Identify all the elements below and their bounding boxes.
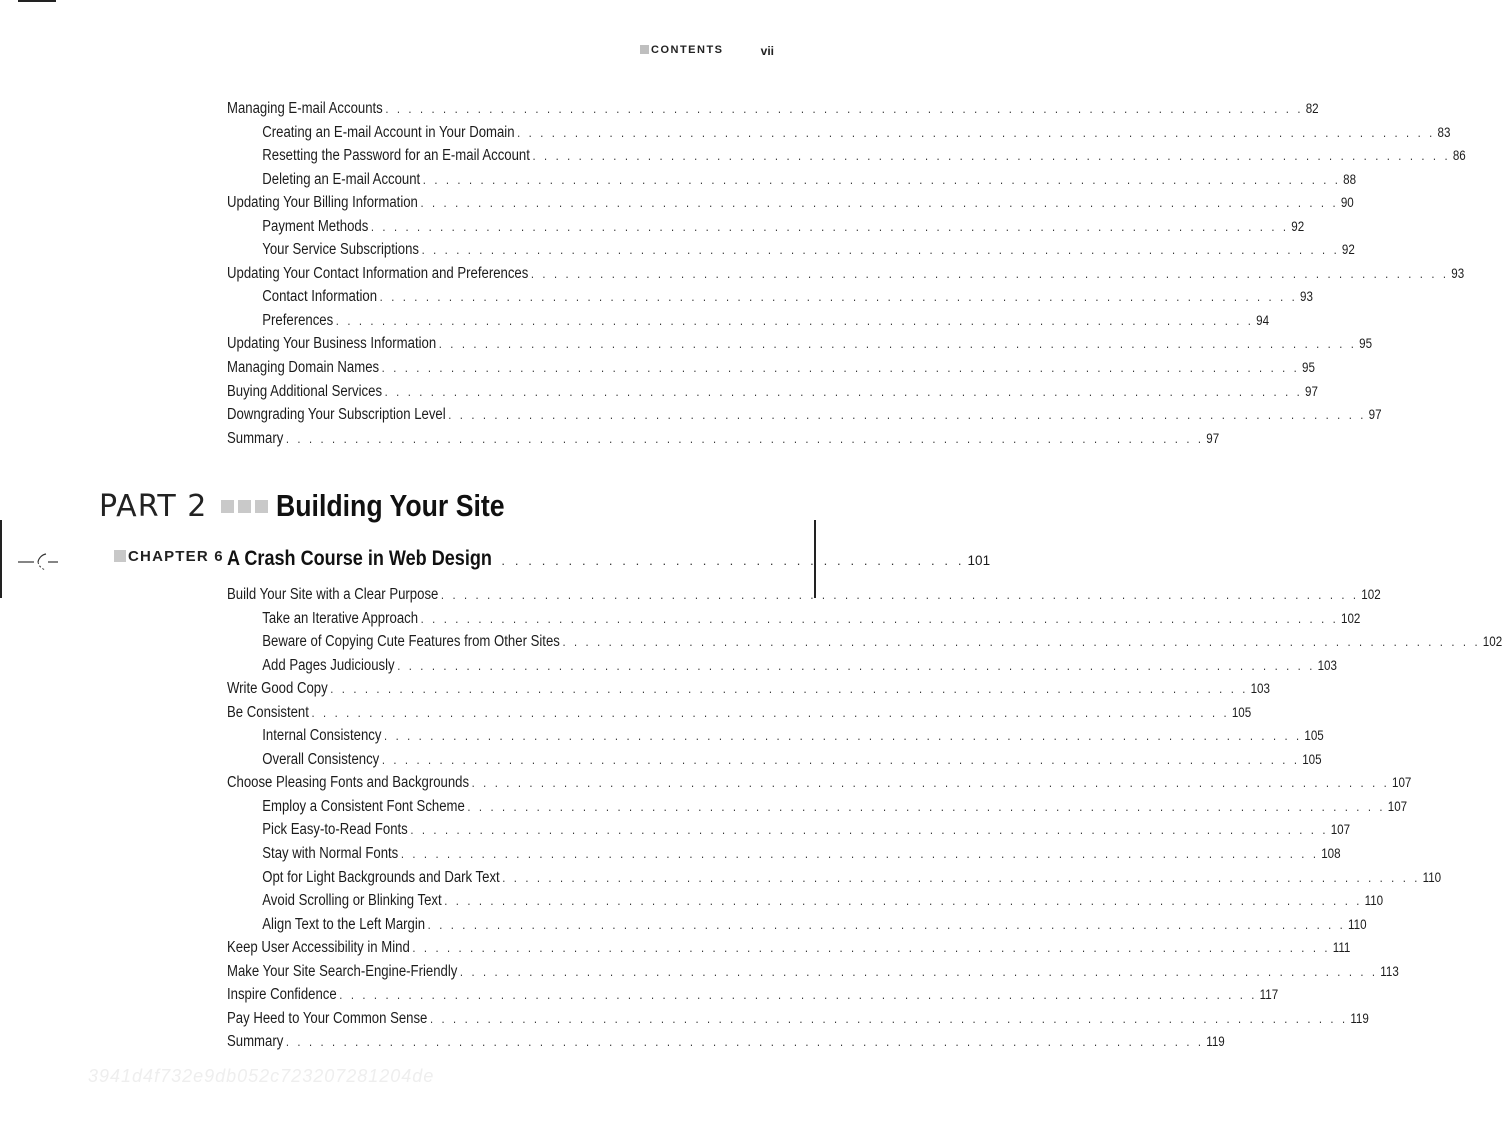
leader-dots: . . . . . . . . . . . . . . . . . . . . . . . . . . . . . . . . . . . . . . . . . . . . . . . . . . . . . . . . . . . . . . . . . . . . . . . . . . . . . . . .	[339, 987, 1258, 1003]
toc-entry[interactable]	[227, 191, 1354, 215]
leader-dots: . . . . . . . . . . . . . . . . . . . . . . . . . . . . . . . . . . . . . . . . . . . . . . . . . . . . . . . . . . . . . . . . . . . . . . . . . . . . . . . .	[440, 587, 1359, 602]
toc-entry-page: 107	[1330, 822, 1351, 838]
leader-dots: . . . . . . . . . . . . . . . . . . . . . . . . . . . . . . . . . . . . . . . . . . . . . . . . . . . . . . . . . . . . . . . . . . . . . . . . . . . . . . . .	[530, 265, 1449, 281]
toc-entry-title: Stay with Normal Fonts	[262, 845, 399, 863]
toc-entry[interactable]	[227, 960, 1399, 984]
running-title: CONTENTS	[651, 44, 724, 56]
toc-entry-title: Build Your Site with a Clear Purpose	[227, 586, 439, 603]
toc-entry-title: Summary	[227, 1033, 284, 1051]
toc-entry[interactable]	[227, 936, 1351, 960]
toc-entry[interactable]	[227, 630, 1502, 654]
toc-entry[interactable]	[227, 380, 1318, 404]
page-number: vii	[760, 44, 774, 58]
part-separator-icon	[221, 500, 268, 513]
part-label: PART 2	[99, 488, 208, 524]
leader-dots: . . . . . . . . . . . . . . . . . . . . . . . . . . . . . . . . . . . . . . . . . . . . . . . . . . . . . . . . . . . . . . . . . . . . . . . . . . . . . . . .	[384, 728, 1302, 744]
leader-dots: . . . . . . . . . . . . . . . . . . . . . . . . . . . . . . . . . . . . . . . . . . . . . . . . . . . . . . . . . . . . . . . . . . . . . . . . . . . . . . . .	[400, 846, 1319, 862]
leader-dots: . . . . . . . . . . . . . . . . . . . . . . . . . . . . . . . . . . . . . . . . . . . . . . . . . . . . . . . . . . . . . . . . . . . . . . . . . . . . . . . .	[421, 242, 1340, 258]
toc-entry[interactable]	[227, 842, 1341, 866]
toc-entry-title: Preferences	[262, 311, 334, 329]
toc-entry[interactable]	[227, 701, 1252, 725]
part-title: Building Your Site	[276, 488, 505, 523]
toc-entry-title: Write Good Copy	[227, 680, 328, 698]
chapter-title: A Crash Course in Web Design	[227, 547, 492, 570]
toc-entry-title: Deleting an E-mail Account	[262, 170, 421, 188]
toc-entry-title: Creating an E-mail Account in Your Domain	[262, 123, 515, 141]
toc-entry[interactable]	[227, 168, 1357, 192]
toc-entry-page: 83	[1437, 124, 1451, 140]
toc-entry-title: Your Service Subscriptions	[262, 241, 419, 259]
toc-entry-page: 119	[1206, 1034, 1225, 1050]
toc-entry-title: Updating Your Billing Information	[227, 194, 418, 212]
leader-dots: . . . . . . . . . . . . . . . . . . . . . . . . . . . . . . . . . . . . . . . . . . . . . . . . . . . . . . . . . . . . . . . . . . . . . . . . . . . . . . . .	[422, 171, 1341, 187]
leader-dots: . . . . . . . . . . . . . . . . . . . . . . . . . . . . . . . . . . . . . . . . . . . . . . . . . . . . . . . . . . . . . . . . . . . . . . . . . . . . . . . .	[412, 940, 1331, 956]
leader-dots: . . . . . . . . . . . . . . . . . . . . . . . . . . . . . . . . . . . . . . . . . . . . . . . . . . . . . . . . . . . . . . . . . . . . . . . . . . . . . . . .	[427, 916, 1346, 932]
leader-dots: . . . . . . . . . . . . . . . . . . . . . . . . . . . . . . . . . . . . . . . . . . . . . . . . . . . . . . . . . . . . . . . . . . . . . . . . . . . . . . . .	[471, 775, 1390, 791]
toc-entry-page: 102	[1361, 587, 1381, 602]
leader-dots: . . . . . . . . . . . . . . . . . . . . . . . . . . . . . . . . . . . . . . . . . . . . . . . . . . . . . . . . . . . . . . . . . . . . . . . . . . . . . . . .	[285, 430, 1204, 446]
toc-entry-title: Summary	[227, 429, 284, 447]
toc-entry-page: 105	[1304, 728, 1324, 744]
registration-mark-icon	[12, 548, 62, 576]
part-heading	[99, 486, 542, 526]
leader-dots: . . . . . . . . . . . . . . . . . . . . . . . . . . . . . . . . . . . . . . . . . . . . . . . . . . . . . . . . . . . . . . . . . . . . . . . . . . . . . . . .	[410, 822, 1329, 838]
toc-entry-title: Add Pages Judiciously	[262, 656, 395, 674]
leader-dots: . . . . . . . . . . . . . . . . . . . . . . . . . . . . . . . . . . . . . . . . . . . . . . . . . . . . . . . . . . . . . . . . . . . . . . . . . . . . . . . .	[385, 101, 1304, 116]
toc-entry[interactable]	[227, 889, 1384, 913]
toc-entry-title: Choose Pleasing Fonts and Backgrounds	[227, 774, 470, 792]
leader-dots: . . . . . . . . . . . . . . . . . . . . . . . . . . . . . . . . . . . . . . . . . . . . . . . . . . . . . . . . . . . . . . . . . . . . . . . . . . . . . . . .	[459, 963, 1378, 979]
toc-entry-page: 111	[1332, 940, 1351, 956]
leader-dots: . . . . . . . . . . . . . . . . . . . . . . . . . . . . . . . . . . . . . . . . . . . . . . . . . . . . . . . . . . . . . . . . . . . . . . . . . . . . . . . .	[381, 751, 1300, 767]
chapter-label-text: CHAPTER 6	[128, 548, 224, 565]
leader-dots: . . . . . . . . . . . . . . . . . . . . . . . . . . . . . . . . . . . . . . . . . . . . . . . . . . . . . . . . . . . . . . . . . . . . . . . . . . . . . . . .	[448, 407, 1367, 423]
leader-dots: . . . . . . . . . . . . . . . . . . . . . . . . . . . . . . . . . . . . . . . . . . . . . . . . . . . . . . . . . . . . . . . . . . . . . . . . . . . . . . . .	[311, 704, 1230, 720]
leader-dots: . . . . . . . . . . . . . . . . . . . . . . . . . . . . . . . . . . . . . . . . . . . . . . . . . . . . . . . . . . . . . . . . . . . . . . . . . . . . . . . .	[562, 634, 1481, 650]
toc-entry-title: Beware of Copying Cute Features from Other Sites	[262, 633, 560, 651]
toc-entry-page: 107	[1392, 775, 1412, 791]
chapter-page: 101	[967, 553, 991, 568]
toc-entry-title: Overall Consistency	[262, 750, 380, 768]
toc-entry[interactable]	[227, 238, 1355, 262]
toc-entry[interactable]	[227, 866, 1442, 890]
toc-entry-title: Downgrading Your Subscription Level	[227, 406, 446, 424]
toc-entry-page: 119	[1350, 1010, 1369, 1026]
toc-entry-page: 110	[1364, 893, 1384, 909]
toc-entry[interactable]	[227, 724, 1324, 748]
toc-section-2	[227, 583, 1502, 1054]
toc-entry-title: Inspire Confidence	[227, 986, 337, 1004]
toc-entry[interactable]	[227, 403, 1382, 427]
toc-entry-page: 102	[1340, 610, 1361, 626]
toc-entry[interactable]	[227, 913, 1367, 937]
toc-entry-page: 86	[1452, 148, 1466, 164]
toc-entry-page: 95	[1302, 360, 1315, 376]
toc-entry-page: 92	[1291, 218, 1305, 234]
square-bullet-icon	[114, 550, 126, 562]
toc-entry[interactable]	[227, 121, 1451, 145]
leader-dots: . . . . . . . . . . . . . . . . . . . . . . . . . . . . . . . . . . . . . . . . . . . . . . . . . . . . . . . . . . . . . . . . . . . . . . . . . . . . . . . .	[285, 1034, 1204, 1050]
toc-entry-page: 94	[1256, 312, 1270, 328]
toc-entry-page: 108	[1321, 846, 1341, 862]
leader-dots: . . . . . . . . . . . . . . . . . . . . . . . . . . . . . . . . . . . . . . . . . . . . . . . . . . . . . . . . . . . . . . . . . . . . . . . . . . . . . . . .	[330, 681, 1249, 697]
toc-entry-page: 92	[1341, 242, 1355, 258]
leader-dots: . . . . . . . . . . . . . . . . . . . . . . . . . . . . . . . . . . . . . . . . . . . . . . . . . . . . . . . . . . . . . . . . . . . . . . . . . . . . . . . .	[420, 610, 1339, 626]
leader-dots: . . . . . . . . . . . . . . . . . . . . . . . . . . . . . . . . . . . . . . . . . . . . . . . . . . . . . . . . . . . . . . . . . . . . . . . . . . . . . . . .	[384, 383, 1303, 399]
toc-entry-title: Resetting the Password for an E-mail Account	[262, 147, 530, 165]
toc-entry-page: 82	[1305, 101, 1319, 116]
toc-entry-title: Updating Your Contact Information and Preferences	[227, 264, 529, 282]
toc-entry-title: Buying Additional Services	[227, 382, 383, 400]
toc-entry[interactable]	[227, 144, 1466, 168]
toc-entry-page: 107	[1387, 798, 1408, 814]
crop-mark-top	[18, 0, 56, 2]
chapter-heading-row[interactable]	[227, 544, 991, 574]
toc-entry[interactable]	[227, 97, 1319, 121]
toc-entry-title: Pick Easy-to-Read Fonts	[262, 821, 408, 839]
chapter-label	[114, 548, 224, 565]
toc-entry[interactable]	[227, 262, 1465, 286]
toc-entry-title: Updating Your Business Information	[227, 335, 437, 353]
toc-entry-title: Contact Information	[262, 288, 378, 306]
leader-dots: . . . . . . . . . . . . . . . . . . . . . . . . . . . . . . . . . . . . . . . . . . . . . . . . . . . . . . . . . . . . . . . . . . . . . . . . . . . . . . . .	[379, 289, 1298, 305]
toc-entry-page: 105	[1302, 751, 1322, 767]
toc-entry-title: Employ a Consistent Font Scheme	[262, 797, 465, 815]
leader-dots: . . . . . . . . . . . . . . . . . . . . . . . . . . . . . . . . . . . . . . . . . . . . . . . . . . . . . . . . . . . . . . . . . . . . . . . . . . . . . . . .	[444, 893, 1363, 909]
toc-entry[interactable]	[227, 748, 1322, 772]
toc-entry-page: 117	[1259, 987, 1279, 1003]
toc-entry[interactable]	[227, 356, 1315, 380]
toc-entry[interactable]	[227, 583, 1381, 607]
toc-entry-title: Avoid Scrolling or Blinking Text	[262, 892, 442, 910]
toc-entry[interactable]	[227, 215, 1305, 239]
leader-dots: . . . . . . . . . . . . . . . . . . . . . . . . . . . . . . . . . . . . . . . . . . . . . . . . . . . . . . . . . . . . . . . . . . . . . . . . . . . . . . . .	[429, 1010, 1348, 1026]
toc-entry-page: 113	[1380, 963, 1399, 979]
leader-dots: . . . . . . . . . . . . . . . . . . . . . . . . . . . . . . . . . . . .	[488, 553, 965, 568]
leader-dots: . . . . . . . . . . . . . . . . . . . . . . . . . . . . . . . . . . . . . . . . . . . . . . . . . . . . . . . . . . . . . . . . . . . . . . . . . . . . . . . .	[370, 218, 1289, 234]
toc-entry-title: Internal Consistency	[262, 727, 382, 745]
toc-entry-page: 93	[1451, 265, 1465, 281]
toc-entry-title: Managing E-mail Accounts	[227, 100, 383, 117]
toc-entry-title: Keep User Accessibility in Mind	[227, 939, 410, 957]
toc-entry[interactable]	[227, 771, 1412, 795]
toc-entry-page: 110	[1348, 916, 1367, 932]
toc-entry-title: Take an Iterative Approach	[262, 609, 419, 627]
leader-dots: . . . . . . . . . . . . . . . . . . . . . . . . . . . . . . . . . . . . . . . . . . . . . . . . . . . . . . . . . . . . . . . . . . . . . . . . . . . . . . . .	[335, 312, 1254, 328]
toc-entry-page: 97	[1368, 407, 1382, 423]
toc-entry[interactable]	[227, 818, 1351, 842]
leader-dots: . . . . . . . . . . . . . . . . . . . . . . . . . . . . . . . . . . . . . . . . . . . . . . . . . . . . . . . . . . . . . . . . . . . . . . . . . . . . . . . .	[532, 148, 1451, 164]
toc-entry-page: 105	[1231, 704, 1252, 720]
toc-entry-title: Managing Domain Names	[227, 359, 380, 377]
running-head	[640, 44, 780, 60]
leader-dots: . . . . . . . . . . . . . . . . . . . . . . . . . . . . . . . . . . . . . . . . . . . . . . . . . . . . . . . . . . . . . . . . . . . . . . . . . . . . . . . .	[517, 124, 1435, 140]
toc-entry-page: 88	[1343, 171, 1357, 187]
crop-mark-left	[0, 520, 2, 598]
toc-entry-page: 103	[1250, 681, 1270, 697]
toc-section-1	[227, 97, 1466, 450]
toc-entry[interactable]	[227, 285, 1313, 309]
leader-dots: . . . . . . . . . . . . . . . . . . . . . . . . . . . . . . . . . . . . . . . . . . . . . . . . . . . . . . . . . . . . . . . . . . . . . . . . . . . . . . . .	[420, 195, 1339, 211]
leader-dots: . . . . . . . . . . . . . . . . . . . . . . . . . . . . . . . . . . . . . . . . . . . . . . . . . . . . . . . . . . . . . . . . . . . . . . . . . . . . . . . .	[438, 336, 1357, 352]
toc-entry-page: 103	[1317, 657, 1337, 673]
toc-entry-page: 97	[1304, 383, 1318, 399]
leader-dots: . . . . . . . . . . . . . . . . . . . . . . . . . . . . . . . . . . . . . . . . . . . . . . . . . . . . . . . . . . . . . . . . . . . . . . . . . . . . . . . .	[502, 869, 1421, 885]
toc-entry[interactable]	[227, 677, 1270, 701]
toc-entry-title: Pay Heed to Your Common Sense	[227, 1009, 428, 1027]
toc-entry[interactable]	[227, 983, 1279, 1007]
square-bullet-icon	[640, 45, 649, 54]
toc-entry[interactable]	[227, 1007, 1369, 1031]
watermark: 3941d4f732e9db052c723207281204de	[88, 1066, 435, 1086]
toc-entry-page: 110	[1422, 869, 1442, 885]
toc-entry[interactable]	[227, 1030, 1225, 1054]
toc-entry-page: 95	[1359, 336, 1373, 352]
toc-entry[interactable]	[227, 795, 1408, 819]
toc-entry[interactable]	[227, 607, 1361, 631]
toc-entry-page: 90	[1340, 195, 1354, 211]
toc-entry-page: 93	[1300, 289, 1313, 305]
toc-entry-page: 97	[1206, 430, 1220, 446]
toc-entry-page: 102	[1482, 634, 1502, 650]
toc-entry-title: Align Text to the Left Margin	[262, 915, 426, 933]
toc-entry-title: Be Consistent	[227, 703, 309, 721]
toc-entry[interactable]	[227, 654, 1337, 678]
toc-entry-title: Payment Methods	[262, 217, 369, 235]
toc-entry-title: Opt for Light Backgrounds and Dark Text	[262, 868, 500, 886]
toc-entry[interactable]	[227, 332, 1373, 356]
toc-entry[interactable]	[227, 427, 1220, 451]
toc-entry[interactable]	[227, 309, 1270, 333]
leader-dots: . . . . . . . . . . . . . . . . . . . . . . . . . . . . . . . . . . . . . . . . . . . . . . . . . . . . . . . . . . . . . . . . . . . . . . . . . . . . . . . .	[381, 360, 1300, 376]
toc-entry-title: Make Your Site Search-Engine-Friendly	[227, 962, 458, 980]
leader-dots: . . . . . . . . . . . . . . . . . . . . . . . . . . . . . . . . . . . . . . . . . . . . . . . . . . . . . . . . . . . . . . . . . . . . . . . . . . . . . . . .	[467, 798, 1386, 814]
leader-dots: . . . . . . . . . . . . . . . . . . . . . . . . . . . . . . . . . . . . . . . . . . . . . . . . . . . . . . . . . . . . . . . . . . . . . . . . . . . . . . . .	[397, 657, 1315, 673]
